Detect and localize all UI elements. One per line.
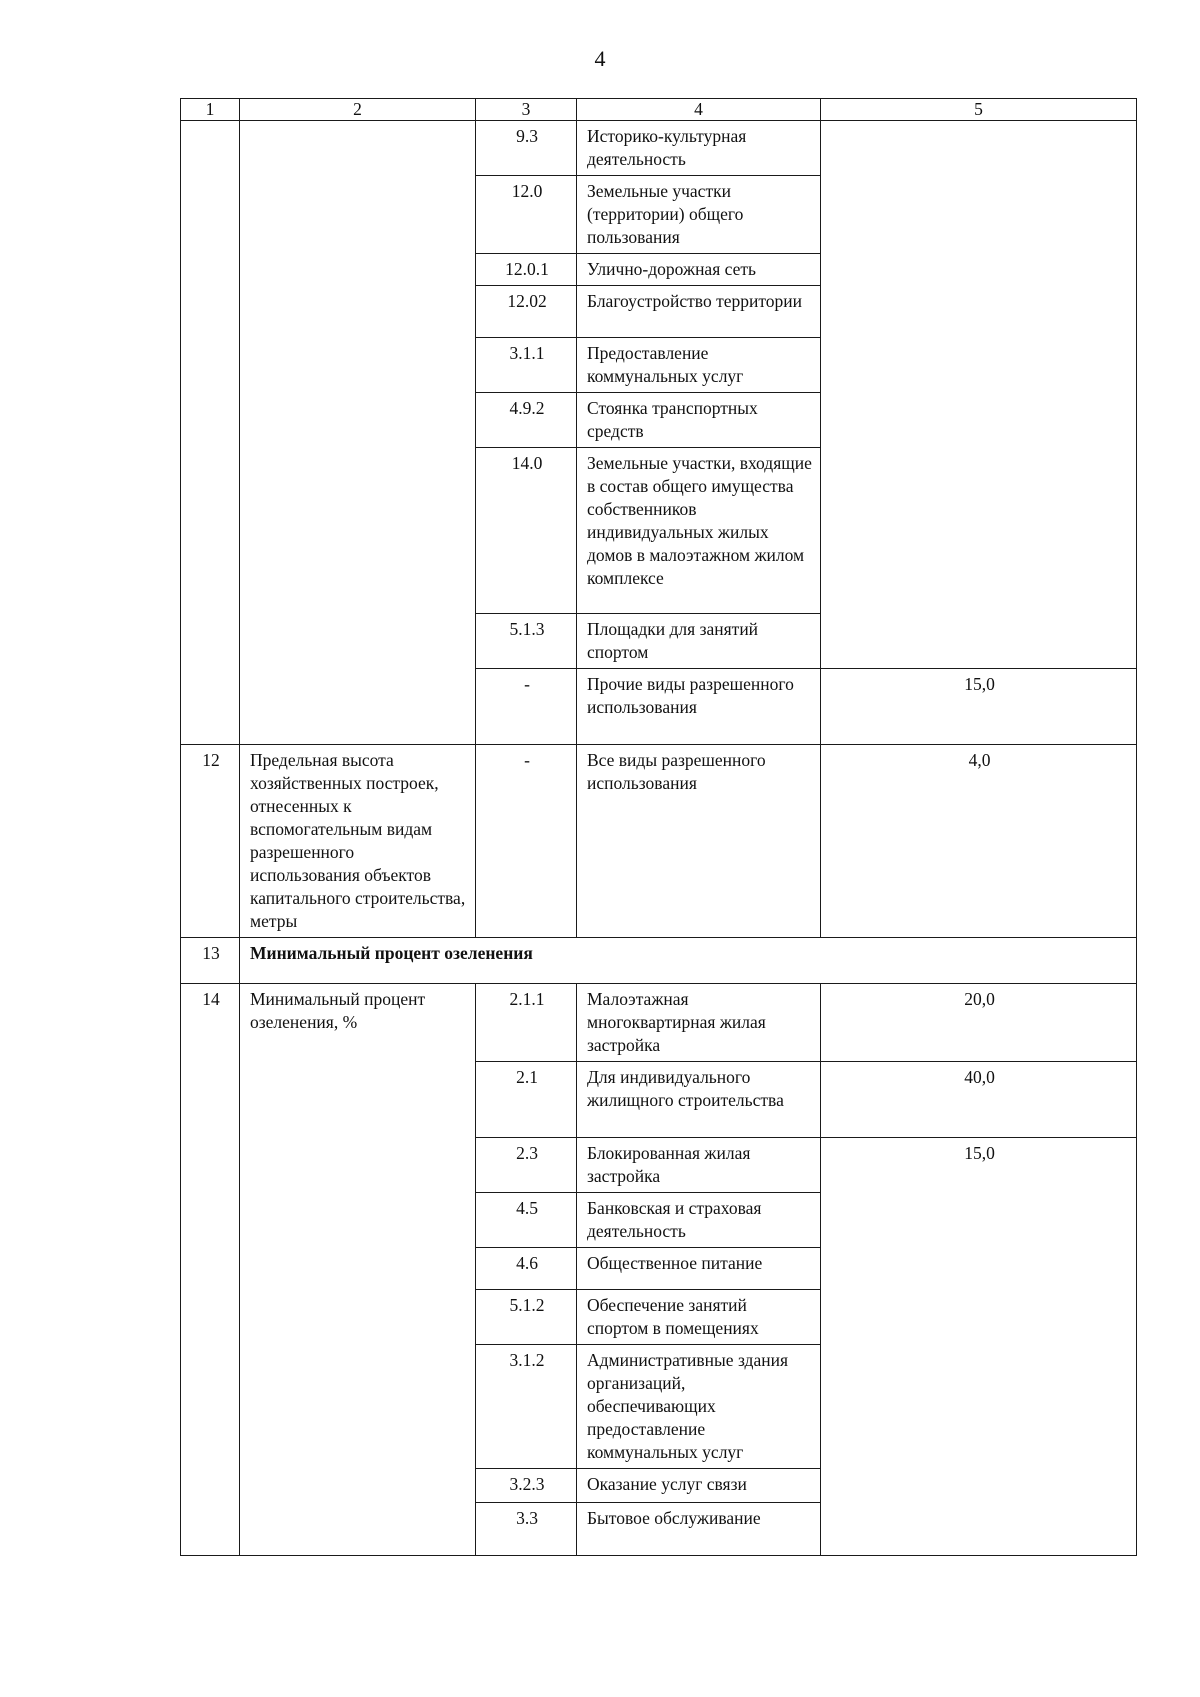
column-header: 3 bbox=[476, 99, 577, 121]
code-cell: 12.02 bbox=[476, 286, 577, 338]
table-row bbox=[181, 121, 1137, 176]
column-header: 2 bbox=[240, 99, 476, 121]
table-row bbox=[181, 984, 1137, 1062]
code-cell: - bbox=[476, 669, 577, 745]
code-cell: 2.1.1 bbox=[476, 984, 577, 1062]
table-row bbox=[181, 745, 1137, 938]
value-cell bbox=[821, 121, 1137, 669]
use-cell: Все виды разрешенного использования bbox=[577, 745, 821, 938]
use-cell: Административные здания организаций, обеспечивающих предоставление коммунальных услуг bbox=[577, 1345, 821, 1469]
section-row bbox=[181, 938, 1137, 984]
value-cell: 15,0 bbox=[821, 1138, 1137, 1556]
use-cell: Земельные участки (территории) общего пользования bbox=[577, 176, 821, 254]
use-cell: Благоустройство территории bbox=[577, 286, 821, 338]
code-cell: 2.3 bbox=[476, 1138, 577, 1193]
use-cell: Оказание услуг связи bbox=[577, 1469, 821, 1503]
use-cell: Прочие виды разрешенного использования bbox=[577, 669, 821, 745]
code-cell: 3.1.1 bbox=[476, 338, 577, 393]
column-header: 5 bbox=[821, 99, 1137, 121]
code-cell: 9.3 bbox=[476, 121, 577, 176]
use-cell: Площадки для занятий спортом bbox=[577, 614, 821, 669]
code-cell: 5.1.2 bbox=[476, 1290, 577, 1345]
row-number-cell: 14 bbox=[181, 984, 240, 1556]
code-cell: 2.1 bbox=[476, 1062, 577, 1138]
value-cell: 4,0 bbox=[821, 745, 1137, 938]
row-number-cell: 13 bbox=[181, 938, 240, 984]
code-cell: 3.3 bbox=[476, 1503, 577, 1556]
row-number-cell bbox=[181, 121, 240, 745]
code-cell: 3.2.3 bbox=[476, 1469, 577, 1503]
use-cell: Обеспечение занятий спортом в помещениях bbox=[577, 1290, 821, 1345]
use-cell: Малоэтажная многоквартирная жилая застройка bbox=[577, 984, 821, 1062]
value-cell: 40,0 bbox=[821, 1062, 1137, 1138]
value-cell: 20,0 bbox=[821, 984, 1137, 1062]
code-cell: 12.0 bbox=[476, 176, 577, 254]
use-cell: Земельные участки, входящие в состав общего имущества собственников индивидуальных жилых домов в малоэтажном жилом комплексе bbox=[577, 448, 821, 614]
row-number-cell: 12 bbox=[181, 745, 240, 938]
value-cell: 15,0 bbox=[821, 669, 1137, 745]
parameter-cell: Минимальный процент озеленения, % bbox=[240, 984, 476, 1556]
code-cell: 3.1.2 bbox=[476, 1345, 577, 1469]
code-cell: 4.6 bbox=[476, 1248, 577, 1290]
use-cell: Стоянка транспортных средств bbox=[577, 393, 821, 448]
use-cell: Общественное питание bbox=[577, 1248, 821, 1290]
page-number: 4 bbox=[594, 46, 606, 71]
code-cell: 12.0.1 bbox=[476, 254, 577, 286]
code-cell: 4.9.2 bbox=[476, 393, 577, 448]
table-header-row bbox=[181, 99, 1137, 121]
code-cell: 5.1.3 bbox=[476, 614, 577, 669]
use-cell: Для индивидуального жилищного строительства bbox=[577, 1062, 821, 1138]
code-cell: - bbox=[476, 745, 577, 938]
use-cell: Историко-культурная деятельность bbox=[577, 121, 821, 176]
parameter-cell: Предельная высота хозяйственных построек, отнесенных к вспомогательным видам разрешенного использования объектов капитального строительства, метры bbox=[240, 745, 476, 938]
column-header: 1 bbox=[181, 99, 240, 121]
use-cell: Предоставление коммунальных услуг bbox=[577, 338, 821, 393]
code-cell: 4.5 bbox=[476, 1193, 577, 1248]
parameter-cell bbox=[240, 121, 476, 745]
section-title: Минимальный процент озеленения bbox=[240, 938, 1137, 984]
use-cell: Улично-дорожная сеть bbox=[577, 254, 821, 286]
requirements-table bbox=[180, 98, 1137, 1556]
code-cell: 14.0 bbox=[476, 448, 577, 614]
column-header: 4 bbox=[577, 99, 821, 121]
use-cell: Бытовое обслуживание bbox=[577, 1503, 821, 1556]
use-cell: Банковская и страховая деятельность bbox=[577, 1193, 821, 1248]
use-cell: Блокированная жилая застройка bbox=[577, 1138, 821, 1193]
